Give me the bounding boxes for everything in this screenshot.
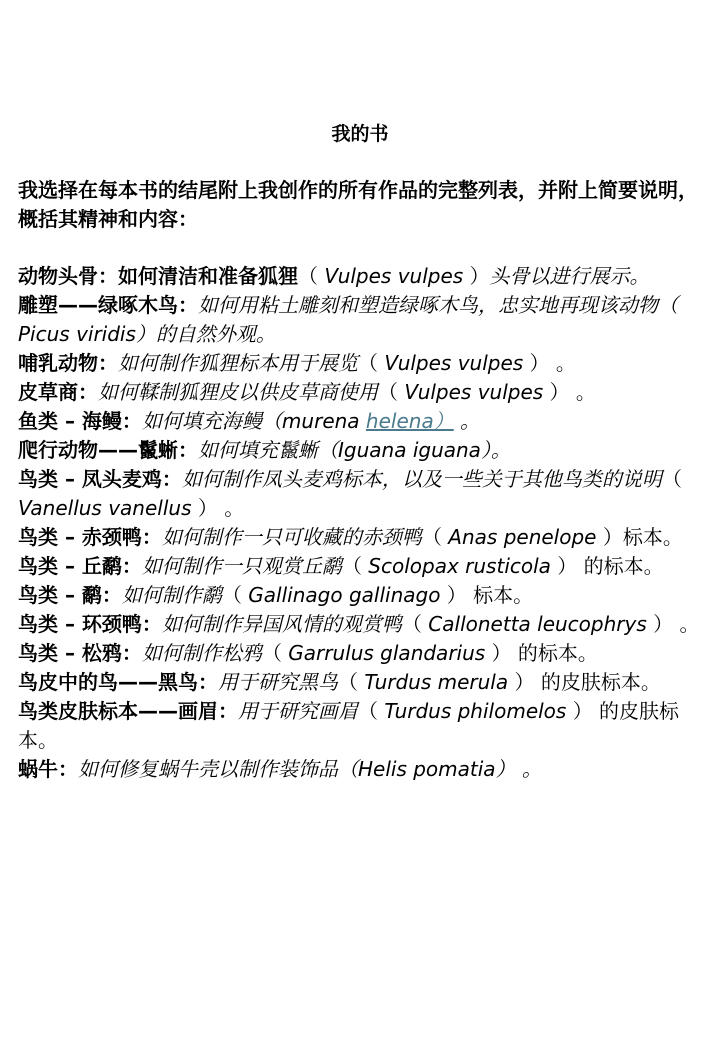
work-entry-text: 如何修复蜗牛壳以制作装饰品（Helis pomatia） 。 [78, 757, 542, 781]
species-link[interactable]: helena） [365, 409, 454, 433]
work-entry-text: 用于研究画眉 [238, 699, 358, 723]
work-entry-label: 鱼类 – 海鳗： [18, 409, 142, 433]
work-entry-text: Anas penelope [448, 525, 597, 549]
work-entry-text: （ [298, 264, 325, 288]
work-entry-text: 如何制作一只观赏丘鹬 [141, 554, 342, 578]
work-entry-text: （ [421, 525, 449, 549]
work-entry-text: 如何制作凤头麦鸡标本，以及一些关于其他鸟类的说明 [181, 467, 662, 491]
work-entry-text: 如何清洁和准备狐狸 [118, 264, 298, 288]
work-entry-text: ） 的标本。 [485, 641, 598, 665]
work-entry-label: 鸟皮中的鸟——黑鸟： [18, 670, 218, 694]
work-entry-text: Vulpes vulpes [384, 351, 524, 375]
work-entry [18, 407, 710, 436]
work-entry [18, 755, 710, 784]
work-entry-text: Turdus philomelos [384, 699, 567, 723]
work-entry-text: （ [221, 583, 249, 607]
work-entry [18, 639, 710, 668]
work-entry-label: 鸟类皮肤标本——画眉： [18, 699, 238, 723]
work-entry-text: 如何制作异国风情的观赏鸭 [161, 612, 402, 636]
work-entry-label: 鸟类 – 环颈鸭： [18, 612, 162, 636]
work-entry [18, 378, 710, 407]
work-entry-label: 蜗牛： [18, 757, 78, 781]
work-entry-label: 鸟类 – 赤颈鸭： [18, 525, 162, 549]
work-entry-text: （ [661, 467, 682, 491]
work-entry-text: （ [338, 670, 365, 694]
work-entry [18, 668, 710, 697]
work-entry-text: Vulpes vulpes [324, 264, 464, 288]
work-entry-text: ） 。 [523, 351, 576, 375]
work-entry-text: ） 。 [646, 612, 700, 636]
work-entry-text: ）的自然外观。 [135, 322, 276, 346]
work-entry [18, 697, 710, 755]
work-entry-text: ） [463, 264, 490, 288]
work-entry-text: 如何填充海鳗（murena [141, 409, 366, 433]
work-entry-text: ） 的皮肤标本。 [18, 699, 680, 752]
work-entry-text: 如何填充鬣蜥（Iguana iguana）。 [198, 438, 511, 462]
work-entry-text: 。 [453, 409, 481, 433]
work-entry [18, 552, 710, 581]
work-entry-text: 用于研究黑鸟 [218, 670, 338, 694]
work-entry-text: 如何鞣制狐狸皮以供皮草商使用 [98, 380, 378, 404]
work-entry-label: 皮草商： [18, 380, 98, 404]
work-entry [18, 436, 710, 465]
work-entry-text: 头骨以进行展示。 [489, 264, 650, 288]
work-entry-text: Callonetta leucophrys [428, 612, 647, 636]
work-entry-text: （ [341, 554, 369, 578]
work-entry-text: （ [358, 351, 385, 375]
work-entry-text: ）标本。 [596, 525, 683, 549]
intro-paragraph: 我选择在每本书的结尾附上我创作的所有作品的完整列表，并附上简要说明，概括其精神和内容： [18, 178, 698, 231]
work-entry-text: 如何制作狐狸标本用于展览 [118, 351, 358, 375]
work-entry-text: Turdus merula [364, 670, 509, 694]
work-entry-text: 如何用粘土雕刻和塑造绿啄木鸟，忠实地再现该动物（ [198, 293, 678, 317]
work-entry-text: Gallinago gallinago [248, 583, 441, 607]
work-entry-text: Picus viridis [18, 322, 136, 346]
works-list [18, 262, 710, 784]
work-entry [18, 465, 710, 523]
work-entry-label: 爬行动物——鬣蜥： [18, 438, 198, 462]
work-entry-text: ） 标本。 [440, 583, 534, 607]
work-entry-text: ） 的皮肤标本。 [508, 670, 661, 694]
work-entry [18, 262, 710, 291]
work-entry-text: Garrulus glandarius [288, 641, 486, 665]
work-entry [18, 349, 710, 378]
work-entry [18, 291, 710, 349]
work-entry-text: （ [261, 641, 289, 665]
work-entry-text: Vanellus vanellus [18, 496, 192, 520]
work-entry-text: Scolopax rusticola [368, 554, 551, 578]
work-entry-text: （ [378, 380, 405, 404]
work-entry [18, 523, 710, 552]
work-entry-text: 如何制作松鸦 [141, 641, 262, 665]
work-entry-text: （ [358, 699, 385, 723]
work-entry-label: 动物头骨： [18, 264, 118, 288]
work-entry-label: 鸟类 – 丘鹬： [18, 554, 142, 578]
work-entry-text: 如何制作一只可收藏的赤颈鸭 [161, 525, 422, 549]
work-entry-label: 哺乳动物： [18, 351, 118, 375]
work-entry-label: 雕塑——绿啄木鸟： [18, 293, 198, 317]
work-entry-text: Vulpes vulpes [404, 380, 544, 404]
work-entry-text: ） 。 [543, 380, 596, 404]
work-entry [18, 610, 710, 639]
work-entry-text: 如何制作鹬 [121, 583, 222, 607]
work-entry-label: 鸟类 – 鹬： [18, 583, 122, 607]
work-entry-text: （ [401, 612, 429, 636]
work-entry-label: 鸟类 – 凤头麦鸡： [18, 467, 182, 491]
work-entry-text: ） 。 [191, 496, 245, 520]
page-title: 我的书 [331, 123, 389, 145]
work-entry [18, 581, 710, 610]
work-entry-text: ） 的标本。 [550, 554, 664, 578]
work-entry-label: 鸟类 – 松鸦： [18, 641, 142, 665]
